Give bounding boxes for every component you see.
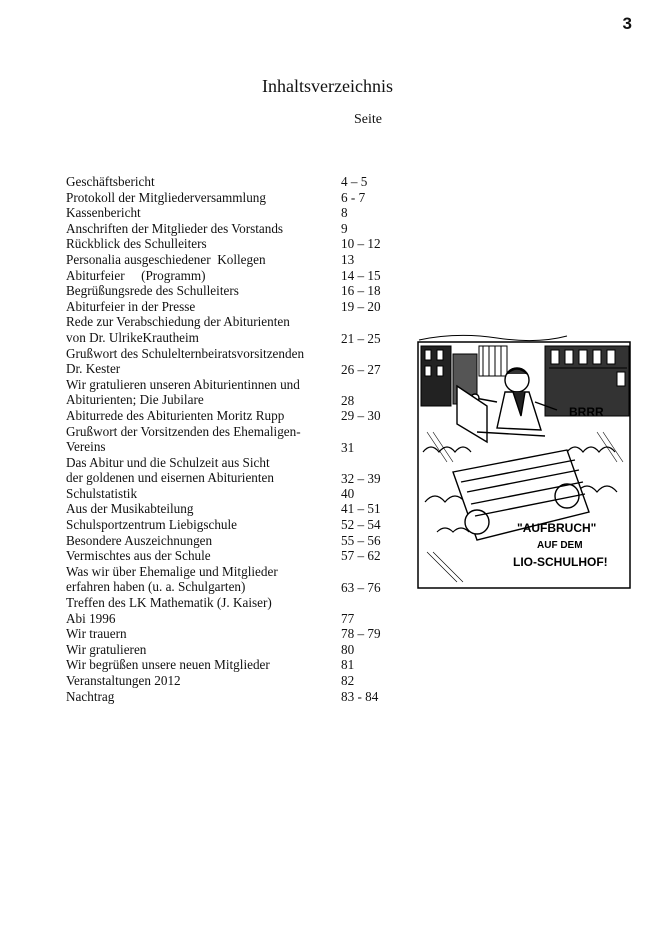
toc-entry-title: Nachtrag (66, 688, 115, 704)
toc-entry-title: Abiturfeier (Programm) (66, 267, 206, 283)
toc-entry-title: Aus der Musikabteilung (66, 501, 194, 517)
toc-entry (66, 424, 406, 455)
toc-entry-title: Abiturfeier in der Presse (66, 298, 196, 314)
toc-entry-title: Schulsportzentrum Liebigschule (66, 517, 238, 533)
toc-entry-page: 29 – 30 (341, 407, 381, 423)
toc-entry-page: 55 – 56 (341, 532, 381, 548)
toc-entry (66, 564, 406, 595)
toc-entry-title: Veranstaltungen 2012 (66, 673, 181, 688)
toc-entry-page: 9 (341, 220, 348, 236)
toc-entry-title: Begrüßungsrede des Schulleiters (66, 283, 239, 299)
toc-entry (66, 486, 406, 502)
toc-entry (66, 595, 406, 611)
toc-entry (66, 190, 406, 206)
page-column-header: Seite (354, 112, 382, 127)
cartoon-caption-line-2: AUF DEM (537, 540, 583, 551)
cartoon-illustration (417, 332, 631, 590)
toc-entry-page: 63 – 76 (341, 580, 381, 596)
toc-entry-page: 28 (341, 393, 355, 409)
toc-entry-title: Wir begrüßen unsere neuen Mitglieder (66, 657, 270, 673)
toc-entry (66, 642, 406, 658)
toc-entry-page: 83 - 84 (341, 688, 379, 704)
toc-entry-title: Geschäftsbericht (66, 174, 155, 189)
toc-entry-title: Personalia ausgeschiedener Kollegen (66, 251, 266, 267)
toc-entry (66, 314, 406, 345)
toc-entry-title: Treffen des LK Mathematik (J. Kaiser) (66, 595, 272, 611)
toc-entry-page: 14 – 15 (341, 267, 381, 283)
toc-entry-title: Grußwort des Schulelternbeiratsvorsitzenden Dr. Kester (66, 345, 305, 377)
toc-entry (66, 221, 406, 237)
toc-entry (66, 455, 406, 486)
toc-entry-page: 6 - 7 (341, 189, 366, 205)
toc-entry (66, 626, 406, 642)
toc-entry-page: 13 (341, 251, 355, 267)
toc-entry-page: 52 – 54 (341, 517, 381, 533)
toc-entry-page: 8 (341, 205, 348, 221)
toc-entry (66, 689, 406, 705)
toc-entry-page: 77 (341, 610, 355, 626)
toc-entry (66, 346, 406, 377)
table-of-contents (66, 174, 406, 704)
toc-entry-page: 32 – 39 (341, 471, 381, 487)
toc-entry-title: Kassenbericht (66, 205, 141, 221)
toc-entry-title: Abiturrede des Abiturienten Moritz Rupp (66, 407, 285, 423)
toc-entry-page: 40 (341, 485, 355, 501)
toc-entry-title: Was wir über Ehemalige und Mitglieder erfahren haben (u. a. Schulgarten) (66, 563, 278, 595)
toc-entry (66, 174, 406, 190)
toc-entry-title: Schulstatistik (66, 485, 138, 501)
toc-entry-page: 80 (341, 641, 355, 657)
toc-entry (66, 408, 406, 424)
toc-entry-title: Protokoll der Mitgliederversammlung (66, 189, 266, 205)
toc-entry (66, 283, 406, 299)
toc-entry-page: 10 – 12 (341, 236, 381, 252)
toc-entry-page: 19 – 20 (341, 298, 381, 314)
toc-entry (66, 657, 406, 673)
toc-entry-page: 26 – 27 (341, 362, 381, 378)
cartoon-caption-line-3: LIO-SCHULHOF! (513, 555, 608, 569)
toc-entry (66, 268, 406, 284)
toc-entry (66, 236, 406, 252)
toc-entry-page: 81 (341, 657, 355, 673)
toc-entry (66, 299, 406, 315)
toc-entry (66, 501, 406, 517)
toc-entry-title: Wir gratulieren (66, 641, 147, 657)
toc-entry (66, 673, 406, 689)
toc-entry (66, 205, 406, 221)
toc-entry (66, 548, 406, 564)
toc-entry-page: 41 – 51 (341, 501, 381, 517)
toc-entry-page: 78 – 79 (341, 626, 381, 642)
toc-entry (66, 611, 406, 627)
page-title: Inhaltsverzeichnis (262, 76, 393, 96)
toc-entry (66, 377, 406, 408)
toc-entry-title: Grußwort der Vorsitzenden des Ehemaligen- Vereins (66, 423, 301, 455)
toc-entry-page: 57 – 62 (341, 548, 381, 564)
cartoon-sound-effect: BRRR (569, 405, 604, 419)
toc-entry-page: 16 – 18 (341, 283, 381, 299)
toc-entry-title: Das Abitur und die Schulzeit aus Sicht der goldenen und eisernen Abiturienten (66, 454, 275, 486)
toc-entry-page: 4 – 5 (341, 174, 368, 189)
toc-entry-title: Vermischtes aus der Schule (66, 548, 211, 564)
toc-entry-title: Besondere Auszeichnungen (66, 532, 213, 548)
toc-entry-title: Wir gratulieren unseren Abiturientinnen und Abiturienten; Die Jubilare (66, 376, 300, 408)
toc-entry-title: Rückblick des Schulleiters (66, 236, 207, 252)
toc-entry (66, 517, 406, 533)
toc-entry-title: Abi 1996 (66, 610, 116, 626)
toc-entry (66, 533, 406, 549)
toc-entry-page: 82 (341, 673, 355, 688)
cartoon-caption-line-1: "AUFBRUCH" (517, 521, 597, 535)
page-number: 3 (622, 14, 632, 33)
toc-entry (66, 252, 406, 268)
toc-entry-page: 21 – 25 (341, 330, 381, 346)
toc-entry-page: 31 (341, 440, 355, 456)
toc-entry-title: Rede zur Verabschiedung der Abiturienten von Dr. UlrikeKrautheim (66, 314, 290, 345)
toc-entry-title: Wir trauern (66, 626, 127, 642)
toc-entry-title: Anschriften der Mitglieder des Vorstands (66, 220, 284, 236)
